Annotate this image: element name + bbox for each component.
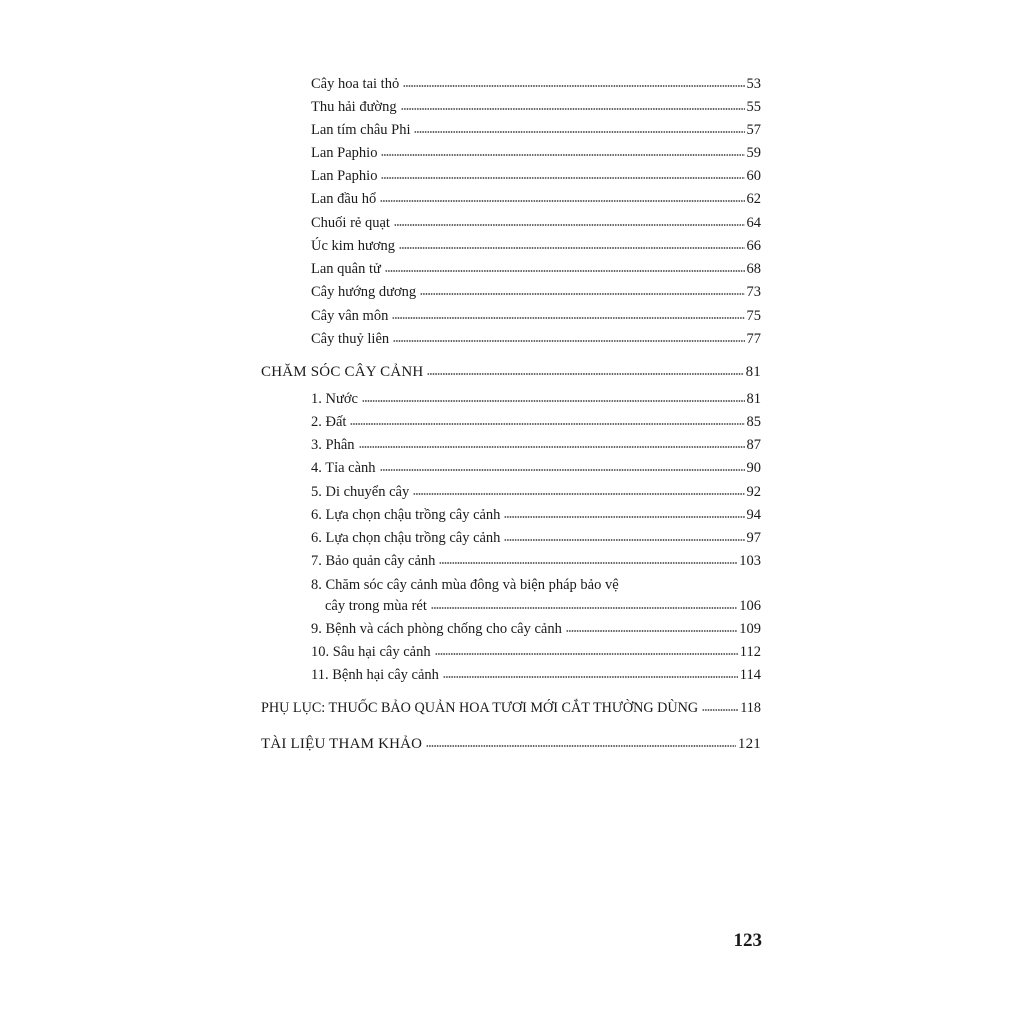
toc-entry-title: 4. Tỉa cành — [311, 460, 376, 476]
toc-entry-title: 5. Di chuyển cây — [311, 484, 410, 500]
toc-entry-title: 3. Phân — [311, 437, 355, 453]
toc-entry — [311, 144, 761, 162]
toc-entry-page: 114 — [739, 667, 761, 683]
toc-entry-title: 1. Nước — [311, 391, 358, 407]
toc-entry-page: 66 — [746, 238, 761, 254]
dot-leader — [443, 669, 738, 679]
toc-entry-page: 59 — [746, 145, 761, 161]
toc-entry — [311, 190, 761, 208]
toc-entry — [311, 459, 761, 477]
toc-appendix — [261, 699, 761, 717]
toc-entry-page: 57 — [746, 122, 761, 138]
toc-entry — [311, 283, 761, 301]
toc-entry-title: Cây hoa tai thỏ — [311, 76, 400, 92]
toc-entry — [311, 506, 761, 524]
toc-entry-title: Lan Paphio — [311, 168, 378, 184]
toc-entry-title: Lan Paphio — [311, 145, 378, 161]
toc-entry-title: Lan tím châu Phi — [311, 122, 411, 138]
toc-entry-page: 92 — [746, 484, 761, 500]
toc-references — [261, 735, 761, 753]
toc-entry — [325, 597, 761, 615]
toc-entry-page: 109 — [739, 621, 761, 637]
toc-entry-page: 94 — [746, 507, 761, 523]
toc-entry-page: 55 — [746, 99, 761, 115]
toc-entry-page: 87 — [746, 437, 761, 453]
toc-entry-page: 85 — [746, 414, 761, 430]
toc-entry-title: Lan đầu hổ — [311, 191, 377, 207]
toc-entry-page: 97 — [746, 530, 761, 546]
dot-leader — [504, 532, 744, 542]
toc-chapter-page: 81 — [745, 364, 761, 380]
dot-leader — [414, 124, 744, 134]
dot-leader — [381, 147, 744, 157]
toc-entry-page: 103 — [739, 553, 761, 569]
dot-leader — [385, 263, 745, 273]
dot-leader — [394, 217, 745, 227]
toc-entry-title: Cây vân môn — [311, 308, 389, 324]
toc-entry — [311, 98, 761, 116]
dot-leader — [566, 623, 737, 633]
toc-entry-page: 75 — [746, 308, 761, 324]
toc-entry-title: Chuối rẻ quạt — [311, 215, 390, 231]
dot-leader — [392, 310, 744, 320]
dot-leader — [427, 366, 743, 376]
toc-entry-title: 7. Bảo quản cây cảnh — [311, 553, 436, 569]
toc-chapter-care — [261, 363, 761, 381]
toc-entry — [311, 529, 761, 547]
toc-entry — [311, 436, 761, 454]
toc-entry — [311, 75, 761, 93]
dot-leader — [435, 646, 738, 656]
toc-entry — [311, 390, 761, 408]
toc-entry-page: 53 — [746, 76, 761, 92]
toc-entry-title: 6. Lựa chọn chậu trồng cây cảnh — [311, 530, 501, 546]
dot-leader — [439, 555, 737, 565]
dot-leader — [399, 240, 745, 250]
toc-entry — [311, 307, 761, 325]
toc-entry-title: Úc kim hương — [311, 238, 395, 254]
dot-leader — [381, 170, 744, 180]
toc-entry — [311, 214, 761, 232]
toc-entry — [311, 330, 761, 348]
dot-leader — [393, 333, 744, 343]
toc-entry-page: 62 — [746, 191, 761, 207]
toc-entry-page: 64 — [746, 215, 761, 231]
toc-chapter-page: 121 — [737, 736, 761, 752]
toc-entry — [311, 413, 761, 431]
dot-leader — [380, 193, 744, 203]
toc-entry — [311, 167, 761, 185]
toc-entry — [311, 260, 761, 278]
toc-entry-title: 10. Sâu hại cây cảnh — [311, 644, 431, 660]
toc-entry-page: 81 — [746, 391, 761, 407]
dot-leader — [401, 101, 745, 111]
dot-leader — [504, 509, 744, 519]
toc-entry-title: Lan quân tử — [311, 261, 381, 277]
toc-entry — [311, 643, 761, 661]
toc-entry-title: 9. Bệnh và cách phòng chống cho cây cảnh — [311, 621, 562, 637]
dot-leader — [403, 78, 744, 88]
toc-entry-page: 106 — [739, 598, 761, 614]
page-number: 123 — [733, 930, 762, 951]
toc-entry — [311, 552, 761, 570]
toc-chapter-page: 118 — [740, 700, 761, 716]
toc-entry-page: 77 — [746, 331, 761, 347]
toc-entry-line1: 8. Chăm sóc cây cảnh mùa đông và biện pháp bảo vệ — [311, 577, 619, 593]
toc-entry-page: 73 — [746, 284, 761, 300]
dot-leader — [420, 286, 744, 296]
toc-entry-title: 2. Đất — [311, 414, 347, 430]
toc-chapter-title: PHỤ LỤC: THUỐC BẢO QUẢN HOA TƯƠI MỚI CẮT THƯỜNG DÙNG — [261, 700, 699, 716]
toc-entry-title: 11. Bệnh hại cây cảnh — [311, 667, 439, 683]
toc-entry-page: 60 — [746, 168, 761, 184]
toc-entry-title: Cây hướng dương — [311, 284, 417, 300]
dot-leader — [426, 738, 736, 748]
toc-entry-page: 90 — [746, 460, 761, 476]
toc-entry-page: 68 — [746, 261, 761, 277]
dot-leader — [413, 486, 744, 496]
toc-entry — [311, 121, 761, 139]
toc-entry-title: Cây thuỷ liên — [311, 331, 390, 347]
toc-entry — [311, 483, 761, 501]
dot-leader — [431, 600, 737, 610]
toc-entry-title: Thu hải đường — [311, 99, 397, 115]
toc-chapter-title: TÀI LIỆU THAM KHẢO — [261, 736, 423, 752]
toc-entry-page: 112 — [739, 644, 761, 660]
toc-entry — [311, 237, 761, 255]
toc-entry-title: 6. Lựa chọn chậu trồng cây cảnh — [311, 507, 501, 523]
toc-entry — [311, 666, 761, 684]
dot-leader — [362, 393, 745, 403]
toc-entry — [311, 620, 761, 638]
dot-leader — [380, 462, 745, 472]
dot-leader — [359, 439, 745, 449]
dot-leader — [350, 416, 744, 426]
toc-chapter-title: CHĂM SÓC CÂY CẢNH — [261, 364, 424, 380]
toc-entry-title: cây trong mùa rét — [325, 598, 427, 614]
dot-leader — [702, 702, 738, 712]
